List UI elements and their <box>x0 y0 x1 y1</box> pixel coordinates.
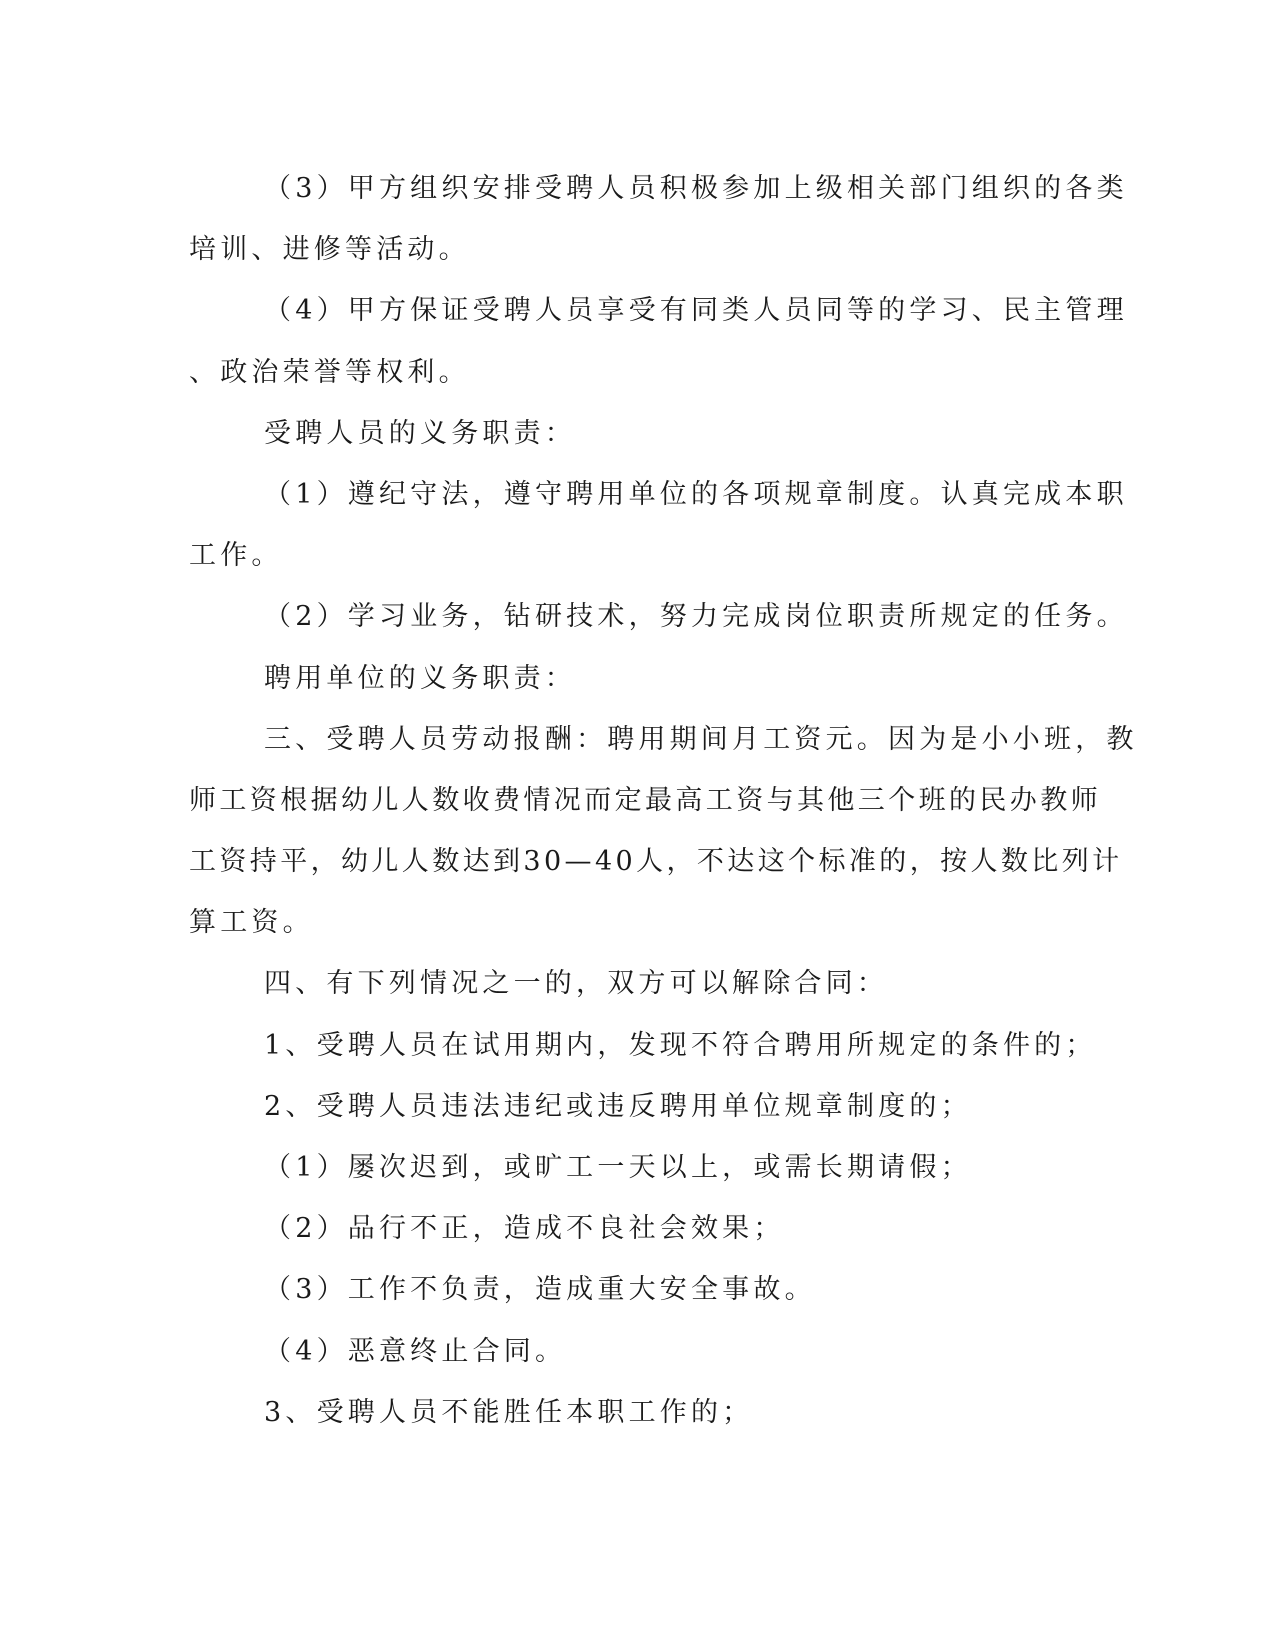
sub-list-item: （4）恶意终止合同。 <box>264 1335 567 1367</box>
paragraph-line: （4）甲方保证受聘人员享受有同类人员同等的学习、民主管理 <box>264 295 1128 327</box>
paragraph-line: 师工资根据幼儿人数收费情况而定最高工资与其他三个班的民办教师 <box>189 784 1101 816</box>
paragraph-line: （1）遵纪守法，遵守聘用单位的各项规章制度。认真完成本职 <box>264 478 1128 510</box>
paragraph-line: 工资持平，幼儿人数达到30—40人，不达这个标准的，按人数比列计 <box>189 846 1123 878</box>
document-body <box>189 158 1138 1443</box>
paragraph-line: 工作。 <box>189 540 283 572</box>
paragraph-line: 算工资。 <box>189 907 314 939</box>
paragraph-line: 培训、进修等活动。 <box>189 234 470 266</box>
paragraph-line: （3）甲方组织安排受聘人员积极参加上级相关部门组织的各类 <box>264 173 1128 204</box>
section-heading: 四、有下列情况之一的，双方可以解除合同： <box>264 968 888 1000</box>
sub-list-item: （2）品行不正，造成不良社会效果； <box>264 1213 785 1245</box>
paragraph-line: 、政治荣誉等权利。 <box>189 356 470 388</box>
section-heading: 受聘人员的义务职责： <box>264 417 576 449</box>
sub-list-item: （1）屡次迟到，或旷工一天以上，或需长期请假； <box>264 1152 972 1183</box>
sub-list-item: （3）工作不负责，造成重大安全事故。 <box>264 1274 816 1306</box>
list-item: 1、受聘人员在试用期内，发现不符合聘用所规定的条件的； <box>264 1029 1097 1061</box>
section-heading: 聘用单位的义务职责： <box>264 662 576 694</box>
paragraph-line: 三、受聘人员劳动报酬：聘用期间月工资元。因为是小小班，教 <box>264 723 1138 755</box>
paragraph-line: （2）学习业务，钻研技术，努力完成岗位职责所规定的任务。 <box>264 601 1128 633</box>
list-item: 3、受聘人员不能胜任本职工作的； <box>264 1396 754 1428</box>
list-item: 2、受聘人员违法违纪或违反聘用单位规章制度的； <box>264 1090 972 1122</box>
